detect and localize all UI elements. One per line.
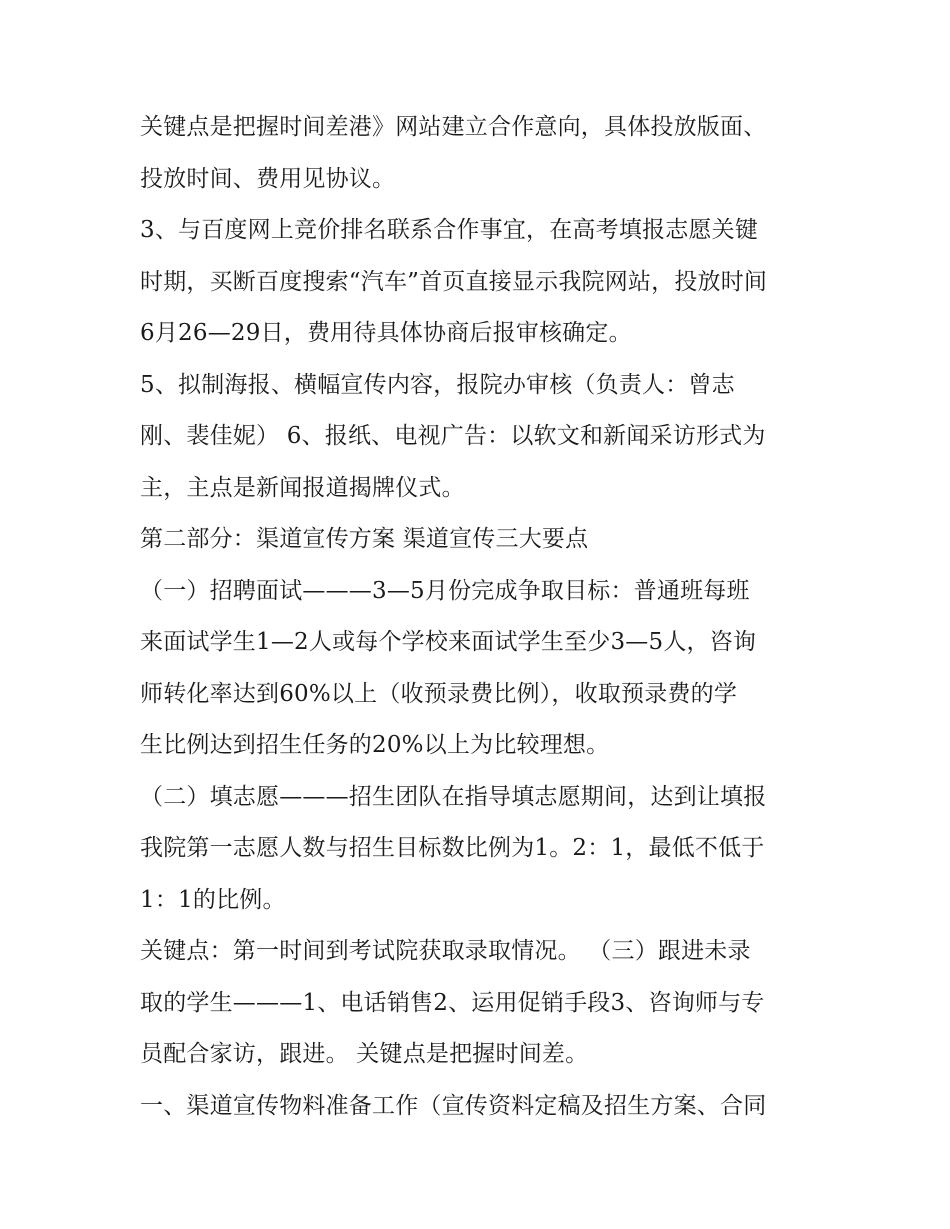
- text-line: 师转化率达到60%以上（收预录费比例），收取预录费的学: [140, 680, 738, 707]
- text-line: 取的学生———1、电话销售2、运用促销手段3、咨询师与专: [140, 989, 765, 1016]
- text-line: 投放时间、费用见协议。: [140, 165, 396, 192]
- text-line: 5、拟制海报、横幅宣传内容，报院办审核（负责人：曾志: [140, 371, 735, 398]
- section-heading: 第二部分：渠道宣传方案 渠道宣传三大要点: [140, 526, 589, 552]
- document-body: [140, 102, 820, 1132]
- text-line: 主，主点是新闻报道揭牌仪式。: [140, 474, 465, 501]
- text-line: 员配合家访，跟进。 关键点是把握时间差。: [140, 1041, 589, 1067]
- text-line: 刚、裴佳妮） 6、报纸、电视广告：以软文和新闻采访形式为: [140, 423, 766, 449]
- text-line: 来面试学生1—2人或每个学校来面试学生至少3—5人，咨询: [140, 629, 757, 655]
- text-line: （二）填志愿———招生团队在指导填志愿期间，达到让填报: [140, 783, 767, 810]
- text-line: 关键点：第一时间到考试院获取录取情况。 （三）跟进未录: [140, 938, 751, 964]
- text-line: 关键点是把握时间差港》网站建立合作意向，具体投放版面、: [140, 114, 767, 140]
- text-line: 3、与百度网上竞价排名联系合作事宜，在高考填报志愿关键: [140, 217, 759, 243]
- text-line: 1：1的比例。: [140, 886, 286, 913]
- text-line: 时期，买断百度搜索“汽车”首页直接显示我院网站，投放时间: [140, 268, 768, 295]
- text-line: （一）招聘面试———3—5月份完成争取目标：普通班每班: [140, 577, 750, 604]
- text-line: 我院第一志愿人数与招生目标数比例为1。2：1，最低不低于: [140, 835, 765, 861]
- text-line: 生比例达到招生任务的20%以上为比较理想。: [140, 732, 610, 758]
- text-line: 一、渠道宣传物料准备工作（宣传资料定稿及招生方案、合同: [140, 1092, 767, 1119]
- text-line: 6月26—29日，费用待具体协商后报审核确定。: [140, 320, 632, 346]
